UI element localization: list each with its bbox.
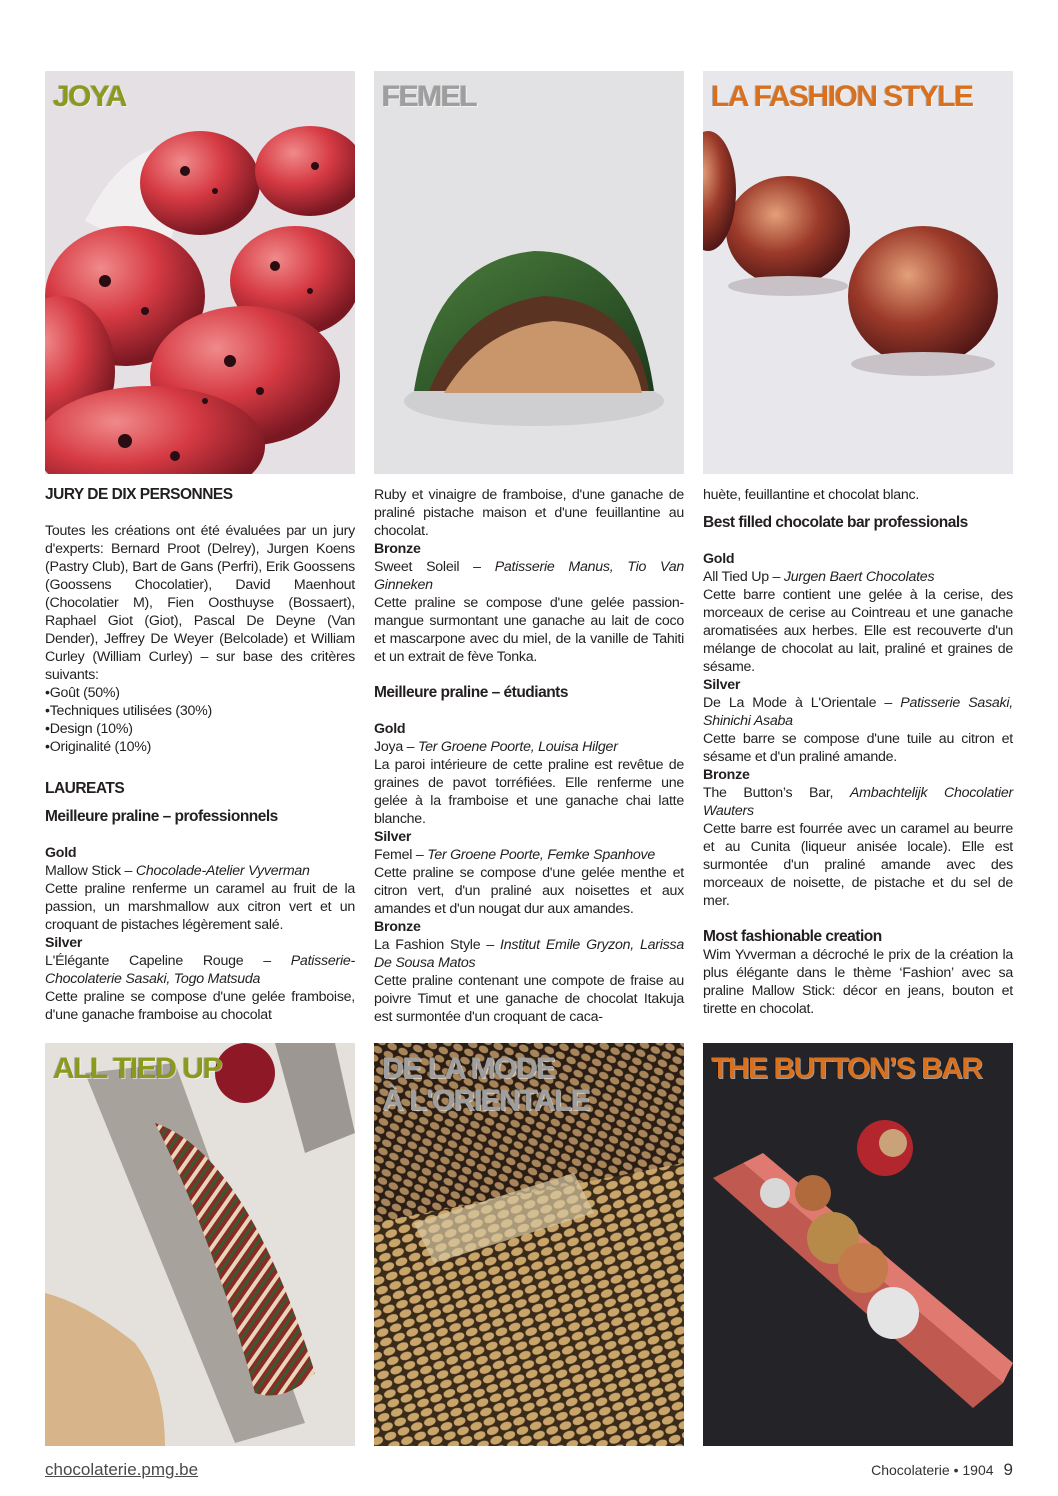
silver-bar-entry: De La Mode à L'Orientale – Patisserie Sasaki, Shinichi Asaba [703, 695, 1013, 729]
silver-entry: L'Élégante Capeline Rouge – Patisserie-Chocolaterie Sasaki, Togo Matsuda [45, 953, 355, 987]
photo-buttons-bar [703, 1043, 1013, 1446]
criteria-2: •Techniques utilisées (30%) [45, 703, 212, 719]
col3-continuation: huète, feuillantine et chocolat blanc. [703, 487, 920, 503]
photo-de-la-mode [374, 1043, 684, 1446]
jury-paragraph: Toutes les créations ont été évaluées par un jury d'experts: Bernard Proot (Delrey), Jurgen Koens (Pastry Club), Bart de Gans (Perfri), Erik Goossens (Goossens Chocolatier), David Maenhout (Chocolatier M), Fien Oosthuyse (Bossaert), Raphael Giot (Giot), Pascal De Deyne (Van Dender), Jeffrey De Weyer (Belcolade) et William Curley (William Curley) – sur base des critères suivants: [45, 523, 355, 683]
photo-title-de-la-mode: DE LA MODE À L'ORIENTALE [382, 1052, 590, 1117]
bronze-etud-desc: Cette praline contenant une compote de fraise au poivre Timut et une ganache de chocolat Itakuja est surmontée d'un croquant de caca- [374, 973, 684, 1025]
heading-pro: Meilleure praline – professionnels [45, 808, 278, 825]
page-footer [871, 1460, 1013, 1480]
label-bronze: Bronze [374, 541, 421, 557]
label-bronze-etud: Bronze [374, 919, 421, 935]
label-gold-bar: Gold [703, 551, 735, 567]
label-gold: Gold [45, 845, 77, 861]
silver-desc: Cette praline se compose d'une gelée framboise, d'une ganache framboise au chocolat [45, 989, 355, 1023]
gold-bar-desc: Cette barre contient une gelée à la cerise, des morceaux de cerise au Cointreau et une ganache aromatisées aux herbes. Elle est recouverte d'un mélange de chocolat au lait, praliné et graines de sésame. [703, 587, 1013, 675]
fashion-pralines-illustration [703, 71, 1013, 474]
all-tied-up-illustration [45, 1043, 355, 1446]
bronze-bar-entry: The Button’s Bar, Ambachtelijk Chocolatier Wauters [703, 785, 1013, 819]
silver-etud-desc: Cette praline se compose d'une gelée menthe et citron vert, d'un praliné aux noisettes et aux amandes et d'un nougat dur aux amandes. [374, 865, 684, 917]
photo-title-joya: JOYA [53, 80, 126, 113]
criteria-4: •Originalité (10%) [45, 739, 152, 755]
bronze-desc: Cette praline se compose d'une gelée passion-mangue surmontant une ganache au lait de coco et mascarpone avec du miel, de la vanille de Tahiti et un extrait de fève Tonka. [374, 595, 684, 665]
criteria-3: •Design (10%) [45, 721, 133, 737]
criteria-1: •Goût (50%) [45, 685, 120, 701]
photo-title-femel: FEMEL [382, 80, 477, 113]
column-1 [45, 486, 355, 1024]
buttons-bar-illustration [703, 1043, 1013, 1446]
gold-bar-entry: All Tied Up – Jurgen Baert Chocolates [703, 569, 935, 585]
joya-pralines-illustration [45, 71, 355, 474]
label-bronze-bar: Bronze [703, 767, 750, 783]
gold-desc: Cette praline renferme un caramel au fruit de la passion, un marshmallow aux citron vert et un croquant de pistaches légèrement salé. [45, 881, 355, 933]
photo-fashion [703, 71, 1013, 474]
silver-etud-entry: Femel – Ter Groene Poorte, Femke Spanhove [374, 847, 656, 863]
fashion-paragraph: Wim Yvverman a décroché le prix de la création la plus élégante dans le thème ‘Fashion’ avec sa praline Mallow Stick: décor en jeans, bouton et tirette en chocolat. [703, 947, 1013, 1017]
heading-laureats: LAUREATS [45, 780, 125, 797]
gold-etud-desc: La paroi intérieure de cette praline est revêtue de graines de pavot torréfiées. Elle renferme une gelée à la framboise et une ganache chai latte blanche. [374, 757, 684, 827]
photo-title-buttons-bar: THE BUTTON’S BAR [711, 1052, 982, 1085]
heading-bar: Best filled chocolate bar professionals [703, 514, 968, 531]
photo-femel [374, 71, 684, 474]
heading-jury: JURY DE DIX PERSONNES [45, 486, 233, 503]
femel-praline-illustration [374, 71, 684, 474]
page-number: 9 [1003, 1460, 1013, 1479]
site-url-link[interactable]: chocolaterie.pmg.be [45, 1460, 199, 1479]
label-silver-etud: Silver [374, 829, 412, 845]
photo-title-fashion: LA FASHION STYLE [711, 80, 973, 113]
column-2 [374, 486, 684, 1026]
magazine-issue: Chocolaterie • 1904 [871, 1462, 994, 1478]
column-3 [703, 486, 1013, 1018]
gold-entry: Mallow Stick – Chocolade-Atelier Vyverman [45, 863, 310, 879]
label-gold-etud: Gold [374, 721, 406, 737]
col2-continuation: Ruby et vinaigre de framboise, d'une ganache de praliné pistache maison et d'une feuillantine au chocolat. [374, 487, 684, 539]
photo-all-tied-up [45, 1043, 355, 1446]
bronze-entry: Sweet Soleil – Patisserie Manus, Tio Van Ginneken [374, 559, 684, 593]
heading-fashion: Most fashionable creation [703, 928, 882, 945]
label-silver-bar: Silver [703, 677, 741, 693]
bronze-etud-entry: La Fashion Style – Institut Emile Gryzon, Larissa De Sousa Matos [374, 937, 684, 971]
silver-bar-desc: Cette barre se compose d'une tuile au citron et sésame et d'un praliné amande. [703, 731, 1013, 765]
label-silver: Silver [45, 935, 83, 951]
photo-joya [45, 71, 355, 474]
photo-title-all-tied-up: ALL TIED UP [53, 1052, 221, 1085]
heading-etudiants: Meilleure praline – étudiants [374, 684, 568, 701]
bronze-bar-desc: Cette barre est fourrée avec un caramel au beurre et au Cunita (liqueur anisée locale). Elle est surmontée d'un praliné amande avec des morceaux de noisette, de pistache et du sel de mer. [703, 821, 1013, 909]
gold-etud-entry: Joya – Ter Groene Poorte, Louisa Hilger [374, 739, 618, 755]
